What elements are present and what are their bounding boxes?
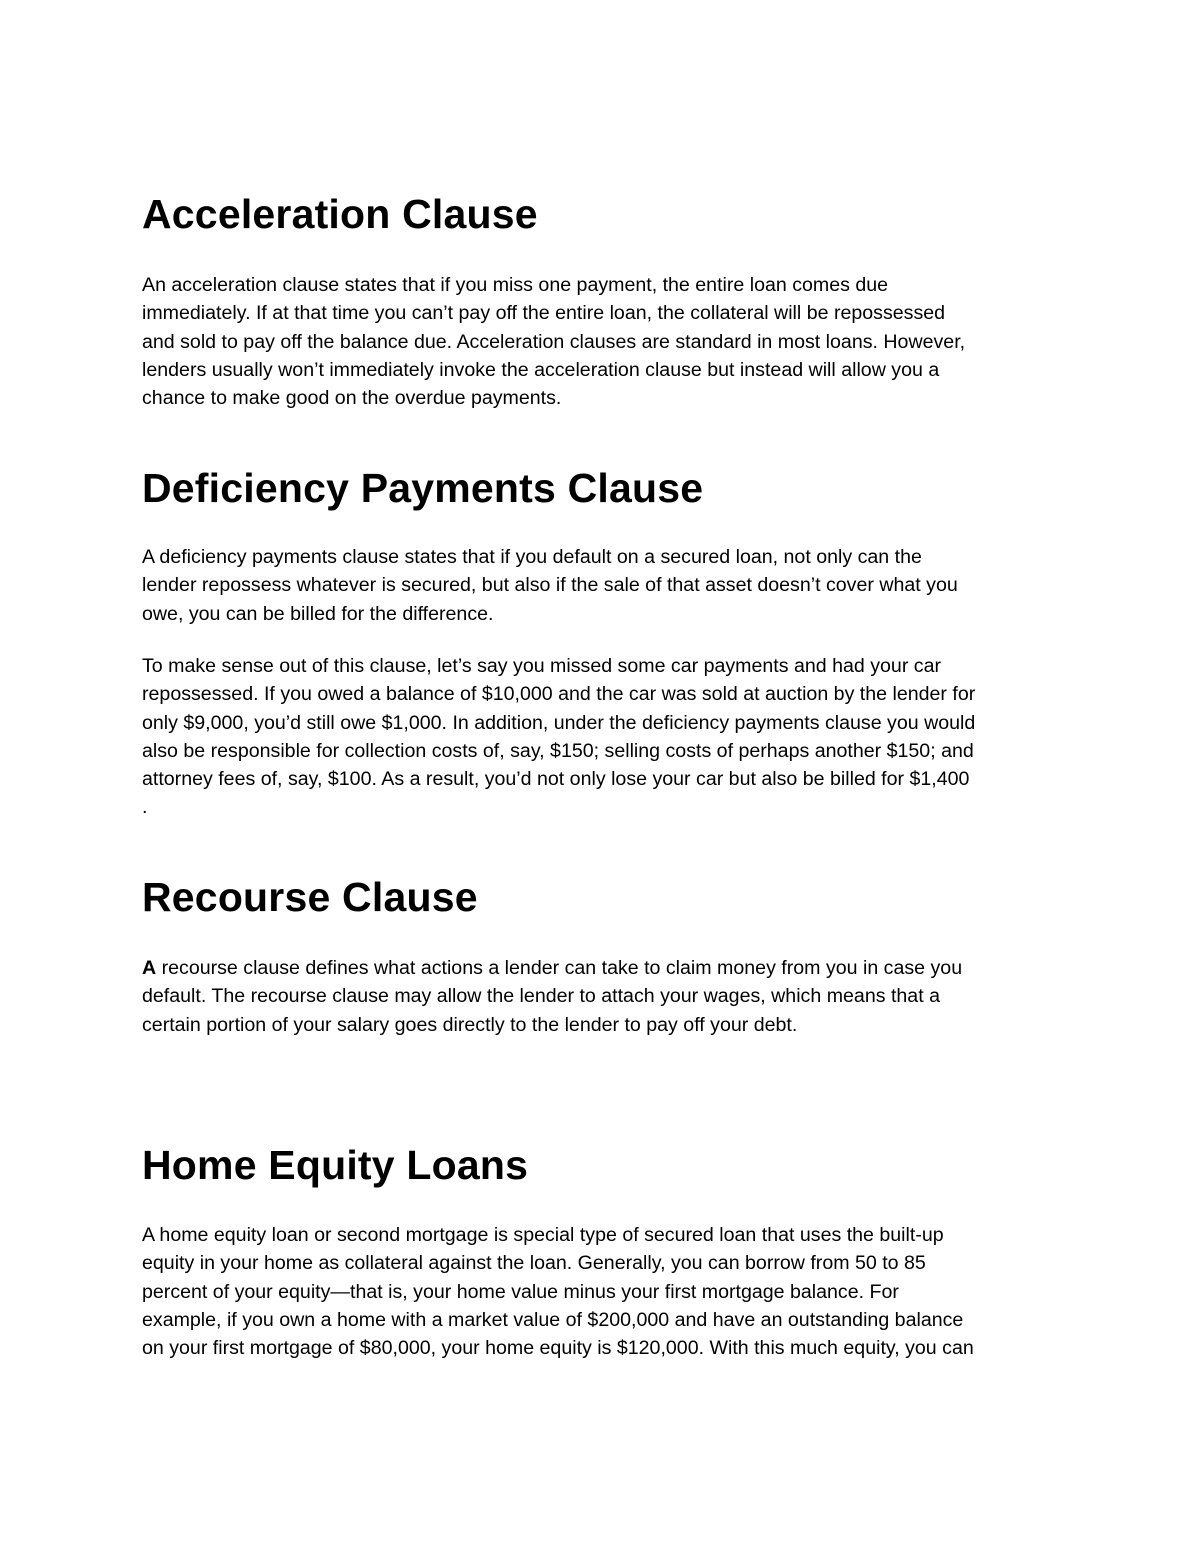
- paragraph-deficiency-definition: [142, 543, 1072, 628]
- heading-acceleration-clause: Acceleration Clause: [142, 191, 538, 237]
- text-line: and sold to pay off the balance due. Acceleration clauses are standard in most loans. However,: [142, 330, 966, 353]
- text-line: example, if you own a home with a market value of $200,000 and have an outstanding balance: [142, 1308, 964, 1331]
- text-line-rest: recourse clause defines what actions a lender can take to claim money from you in case you: [156, 957, 963, 979]
- bold-lead-word: A: [142, 957, 157, 979]
- text-line: on your first mortgage of $80,000, your home equity is $120,000. With this much equity, you can: [142, 1337, 974, 1360]
- text-line: chance to make good on the overdue payments.: [142, 387, 562, 410]
- text-line: equity in your home as collateral against the loan. Generally, you can borrow from 50 to 85: [142, 1252, 926, 1275]
- paragraph-recourse-clause: [142, 954, 1072, 1039]
- text-line: lender repossess whatever is secured, but also if the sale of that asset doesn’t cover what you: [142, 574, 958, 597]
- text-line: also be responsible for collection costs of, say, $150; selling costs of perhaps another $150; and: [142, 739, 974, 762]
- heading-recourse-clause: Recourse Clause: [142, 874, 478, 920]
- text-line: certain portion of your salary goes directly to the lender to pay off your debt.: [142, 1013, 798, 1036]
- heading-deficiency-payments-clause: Deficiency Payments Clause: [142, 465, 704, 511]
- paragraph-home-equity-loans: [142, 1221, 1072, 1362]
- text-line: A home equity loan or second mortgage is special type of secured loan that uses the built-up: [142, 1224, 944, 1246]
- heading-home-equity-loans: Home Equity Loans: [142, 1142, 529, 1188]
- paragraph-deficiency-example: [142, 652, 1072, 822]
- text-line: .: [142, 796, 148, 819]
- text-line: owe, you can be billed for the difference.: [142, 602, 494, 625]
- text-line: To make sense out of this clause, let’s say you missed some car payments and had your car: [142, 655, 942, 677]
- text-line: default. The recourse clause may allow the lender to attach your wages, which means that a: [142, 985, 940, 1008]
- text-line: [142, 954, 1072, 982]
- paragraph-acceleration-clause: [142, 271, 1072, 412]
- text-line: immediately. If at that time you can’t pay off the entire loan, the collateral will be repossessed: [142, 302, 946, 325]
- text-line: percent of your equity—that is, your home value minus your first mortgage balance. For: [142, 1280, 899, 1303]
- text-line: A deficiency payments clause states that if you default on a secured loan, not only can the: [142, 546, 922, 568]
- text-line: only $9,000, you’d still owe $1,000. In addition, under the deficiency payments clause you would: [142, 711, 976, 734]
- text-line: repossessed. If you owed a balance of $10,000 and the car was sold at auction by the lender for: [142, 683, 976, 706]
- text-line: lenders usually won’t immediately invoke the acceleration clause but instead will allow you a: [142, 358, 940, 381]
- text-line: attorney fees of, say, $100. As a result, you’d not only lose your car but also be billed for $1,400: [142, 768, 970, 791]
- text-line: An acceleration clause states that if you miss one payment, the entire loan comes due: [142, 274, 889, 296]
